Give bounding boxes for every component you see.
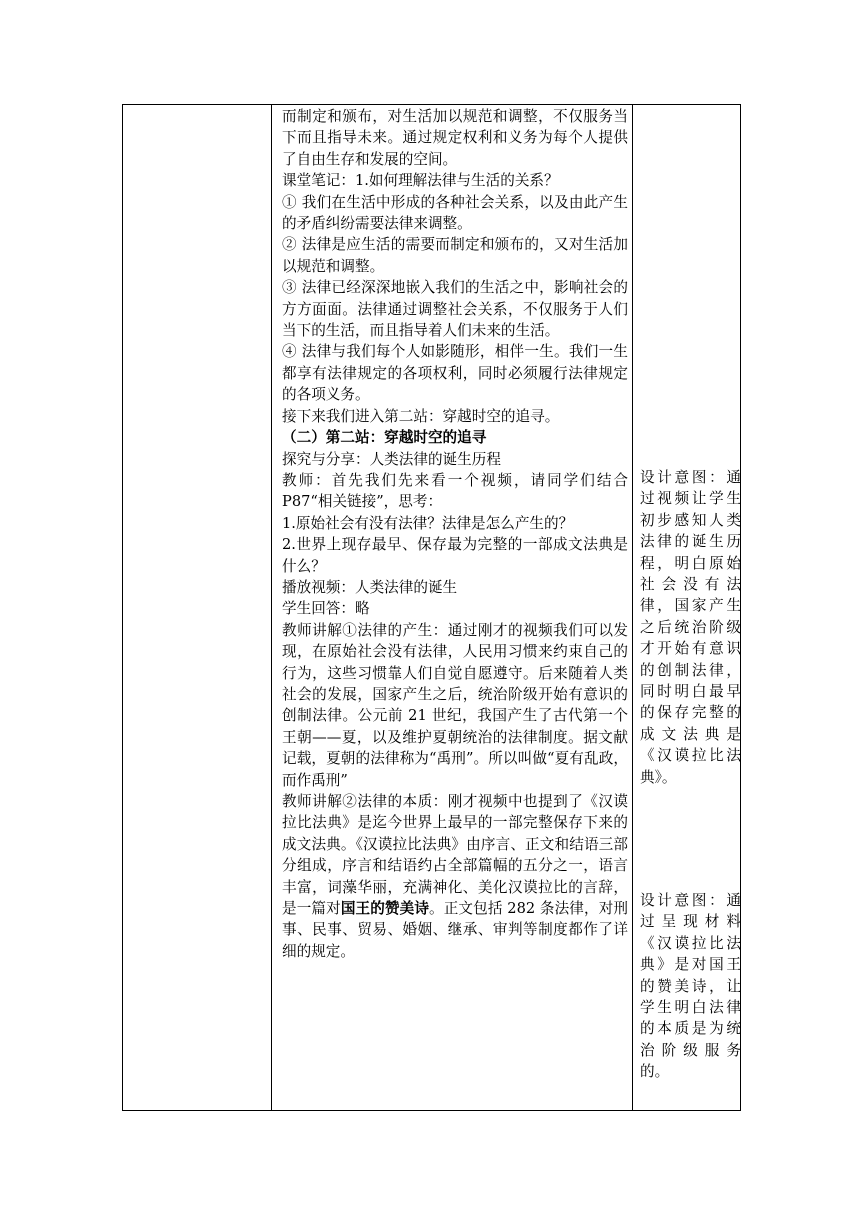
design-note-2: 设计意图：通过呈现材料《汉谟拉比法典》是对国王的赞美诗，让学生明白法律的本质是为统治阶级服务的。: [640, 892, 741, 1081]
note-point-4: ④ 法律与我们每个人如影随形，相伴一生。我们一生都享有法律规定的各项权利，同时必须履行法律规定的各项义务。: [282, 343, 628, 404]
lesson-plan-table: [122, 104, 741, 1111]
explore-share-title: 探究与分享：人类法律的诞生历程: [282, 450, 501, 468]
essence-text-bold: 国王的赞美诗: [340, 900, 430, 918]
essence-text-before: 教师讲解②法律的本质：刚才视频中也提到了《汉谟拉比法典》是迄今世界上最早的一部完整保存下来的成文法典。《汉谟拉比法典》由序言、正文和结语三部分组成，序言和结语约占全部篇幅的五分之一，语言丰富，词藻华丽，充满神化、美化汉谟拉比的言辞，是一篇对: [282, 793, 628, 918]
note-point-3: ③ 法律已经深深地嵌入我们的生活之中，影响社会的方方面面。法律通过调整社会关系，不仅服务于人们当下的生活，而且指导着人们未来的生活。: [282, 279, 628, 340]
left-column: [123, 105, 272, 1110]
question-2: 2.世界上现存最早、保存最为完整的一部成文法典是什么？: [282, 536, 628, 575]
design-note-1: 设计意图：通过视频让学生初步感知人类法律的诞生历程，明白原始社会没有法律，国家产生之后统治阶级才开始有意识的创制法律，同时明白最早的保存完整的成文法典是《汉谟拉比法典》。: [640, 469, 741, 786]
teacher-explanation-origin: 教师讲解①法律的产生：通过刚才的视频我们可以发现，在原始社会没有法律，人民用习惯来约束自己的行为，这些习惯靠人们自觉自愿遵守。后来随着人类社会的发展，国家产生之后，统治阶级开始有意识的创制法律。公元前 21 世纪，我国产生了古代第一个王朝——夏，以及维护夏朝统治的法律制度。据文献记载，夏朝的法律称为“禹刑”。所以叫做“夏有乱政，而作禹刑”: [282, 621, 628, 789]
teacher-prompt: 教师：首先我们先来看一个视频，请同学们结合 P87“相关链接”，思考：: [282, 471, 628, 511]
essence-text-after: 。正文包括 282 条法律，对刑事、民事、贸易、婚姻、继承、审判等制度都作了详细的规定。: [282, 900, 628, 960]
paragraph-law-and-life: 而制定和颁布，对生活加以规范和调整，不仅服务当下而且指导未来。通过规定权利和义务为每个人提供了自由生存和发展的空间。: [282, 108, 628, 168]
play-video-text: 播放视频：人类法律的诞生: [282, 578, 458, 596]
question-1: 1.原始社会有没有法律？法律是怎么产生的？: [282, 514, 574, 532]
lesson-content-column: [272, 105, 633, 1110]
note-point-2: ② 法律是应生活的需要而制定和颁布的，又对生活加以规范和调整。: [282, 236, 628, 275]
note-point-1: ① 我们在生活中形成的各种社会关系，以及由此产生的矛盾纠纷需要法律来调整。: [282, 193, 628, 233]
student-answer: 学生回答：略: [282, 600, 370, 618]
design-notes-column: [633, 105, 740, 1110]
teacher-explanation-essence: [282, 791, 628, 962]
section-heading-station-two: （二）第二站：穿越时空的追寻: [282, 429, 487, 447]
class-notes-title: 课堂笔记：1.如何理解法律与生活的关系？: [282, 172, 559, 190]
transition-text: 接下来我们进入第二站：穿越时空的追寻。: [282, 407, 560, 425]
